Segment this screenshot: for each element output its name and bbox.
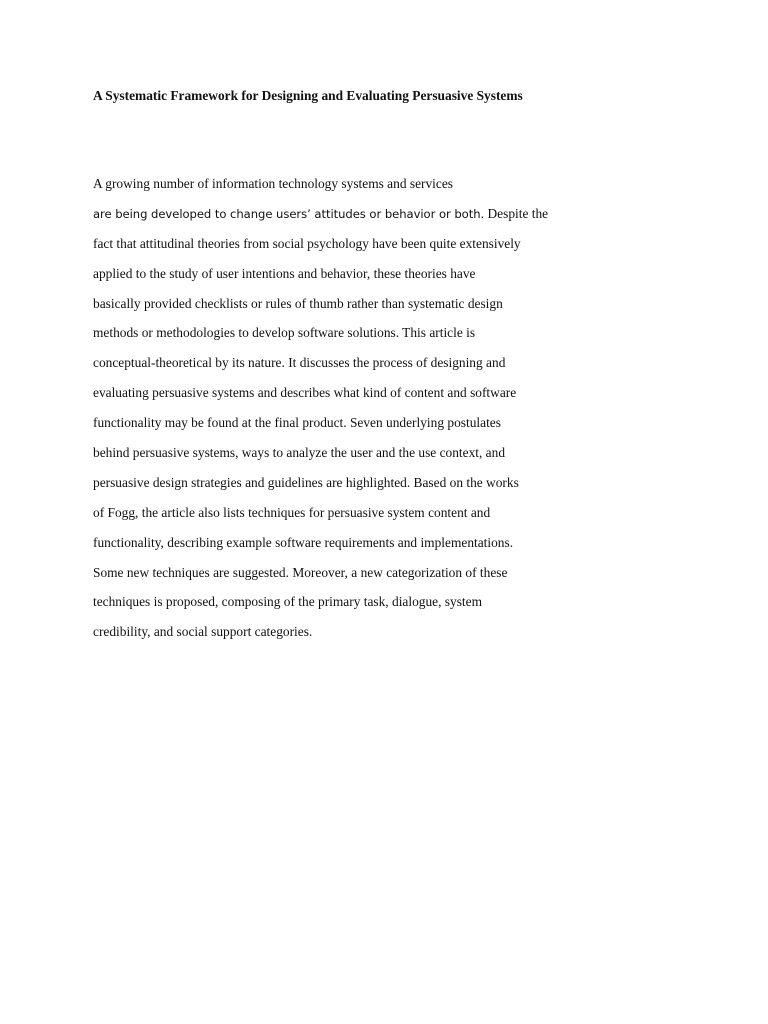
abstract-paragraph	[93, 174, 693, 652]
abstract-line: of Fogg, the article also lists techniques for persuasive system content and	[93, 504, 491, 520]
abstract-line: methods or methodologies to develop software solutions. This article is	[93, 325, 476, 341]
abstract-line: credibility, and social support categories.	[93, 624, 313, 640]
abstract-line: basically provided checklists or rules of thumb rather than systematic design	[93, 295, 503, 311]
abstract-line: applied to the study of user intentions and behavior, these theories have	[93, 265, 476, 281]
abstract-line: A growing number of information technology systems and services	[93, 176, 453, 191]
abstract-line: functionality may be found at the final product. Seven underlying postulates	[93, 415, 501, 431]
abstract-line: persuasive design strategies and guidelines are highlighted. Based on the works	[93, 474, 519, 490]
abstract-line: functionality, describing example software requirements and implementations.	[93, 534, 514, 550]
abstract-line: behind persuasive systems, ways to analyze the user and the use context, and	[93, 445, 506, 461]
abstract-line: are being developed to change users’ attitudes or behavior or both. Despite the	[93, 205, 549, 221]
abstract-line-alt-font-segment: are being developed to change users’ attitudes or behavior or both.	[93, 206, 485, 221]
abstract-line: evaluating persuasive systems and describes what kind of content and software	[93, 385, 517, 401]
abstract-line: conceptual-theoretical by its nature. It discusses the process of designing and	[93, 355, 506, 371]
abstract-line: techniques is proposed, composing of the primary task, dialogue, system	[93, 594, 483, 610]
abstract-line: Some new techniques are suggested. Moreover, a new categorization of these	[93, 564, 508, 580]
abstract-line: fact that attitudinal theories from social psychology have been quite extensively	[93, 235, 521, 251]
document-title: A Systematic Framework for Designing and Evaluating Persuasive Systems	[93, 88, 523, 103]
